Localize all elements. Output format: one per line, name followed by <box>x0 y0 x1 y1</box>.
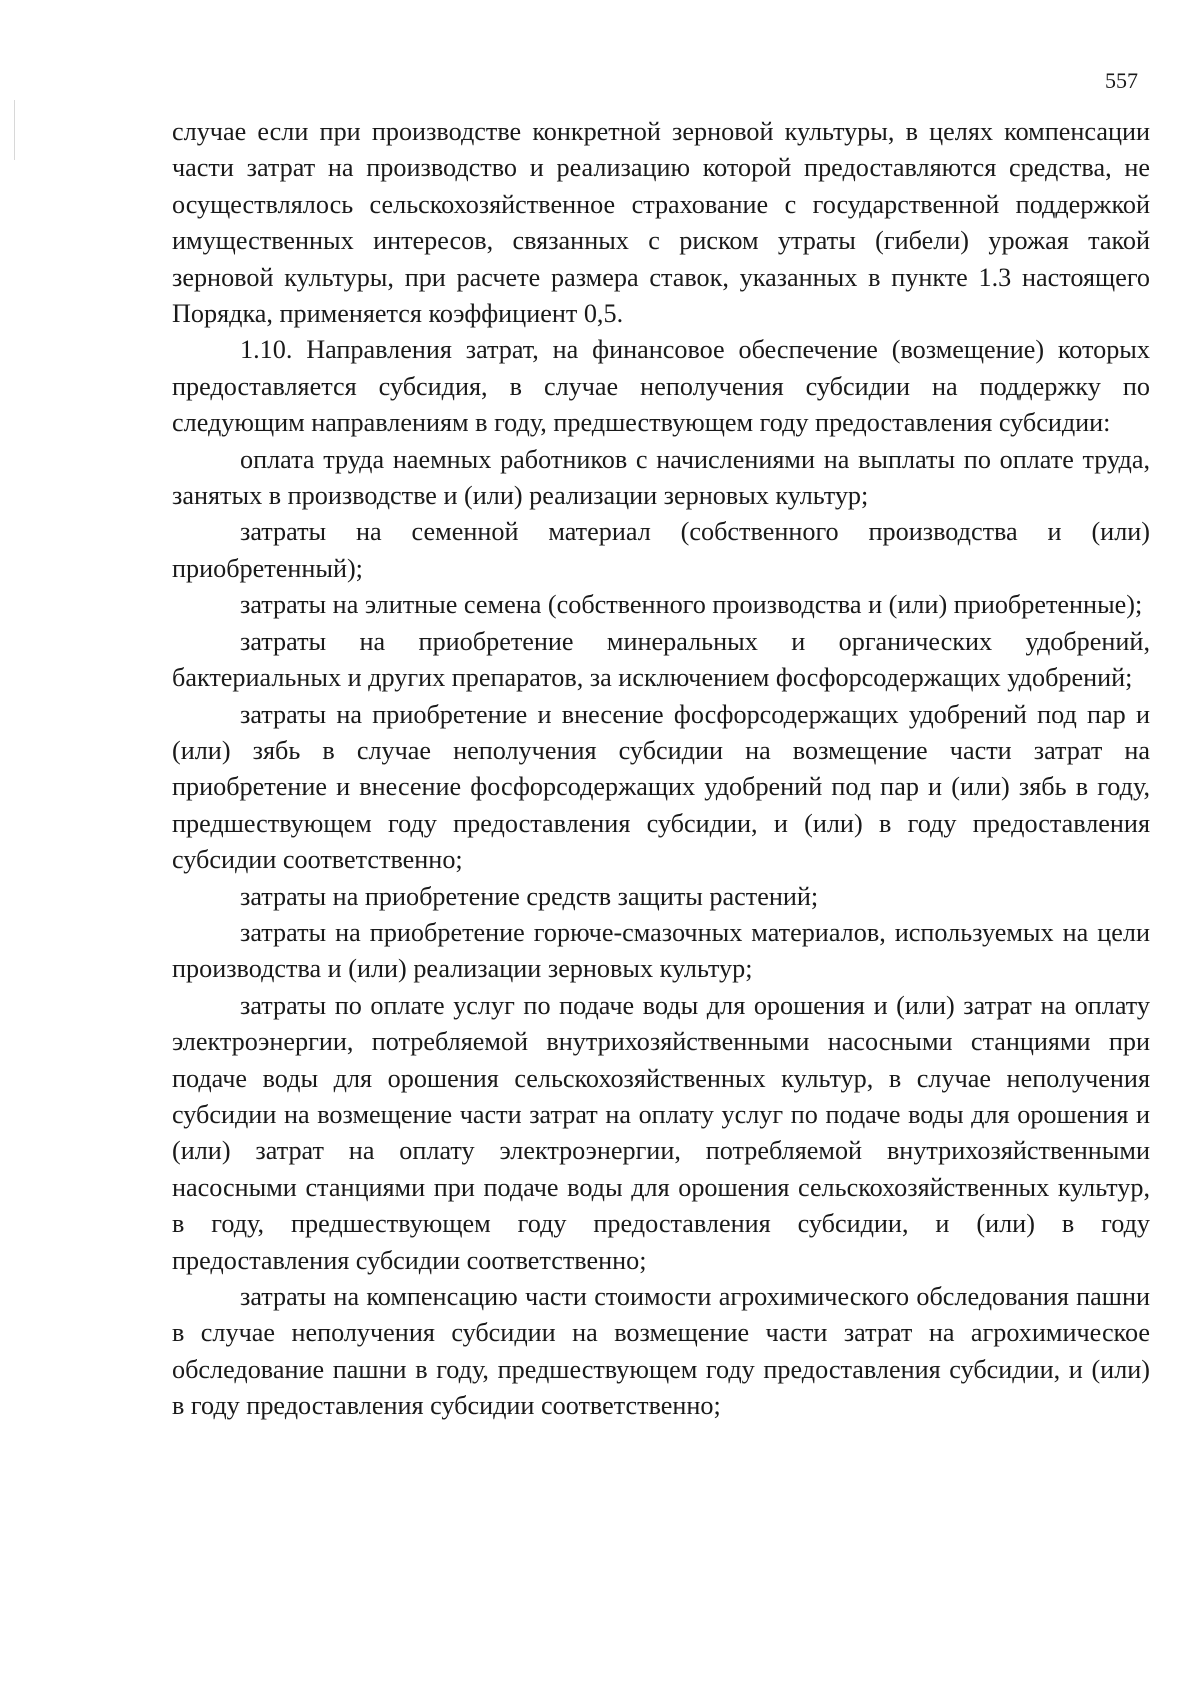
paragraph-section-1-10: 1.10. Направления затрат, на финансовое обеспечение (возмещение) которых предоставляется субсидия, в случае неполучения субсидии на поддержку по следующим направлениям в году, предшествующем году предоставления субсидии: <box>172 335 1150 438</box>
list-item-agrochemical-survey: затраты на компенсацию части стоимости агрохимического обследования пашни в случае неполучения субсидии на возмещение части затрат на агрохимическое обследование пашни в году, предшествующем году предоставления субсидии, и (или) в году предоставления субсидии соответственно; <box>172 1282 1150 1421</box>
page-number: 557 <box>1105 68 1138 93</box>
list-item-plant-protection: затраты на приобретение средств защиты растений; <box>240 881 819 911</box>
paragraph-continuation: случае если при производстве конкретной зерновой культуры, в целях компенсации части затрат на производство и реализацию которой предоставляются средства, не осуществлялось сельскохозяйственное страхование с государственной поддержкой имущественных интересов, связанных с риском утраты (гибели) урожая такой зерновой культуры, при расчете размера ставок, указанных в пункте 1.3 настоящего Порядка, применяется коэффициент 0,5. <box>172 117 1150 329</box>
list-item-fertilizers: затраты на приобретение минеральных и органических удобрений, бактериальных и других препаратов, за исключением фосфорсодержащих удобрений; <box>172 626 1150 693</box>
list-item-fuel-lubricants: затраты на приобретение горюче-смазочных материалов, используемых на цели производства и (или) реализации зерновых культур; <box>172 917 1150 984</box>
scan-edge-mark <box>14 100 15 160</box>
list-item-labor-costs: оплата труда наемных работников с начислениями на выплаты по оплате труда, занятых в производстве и (или) реализации зерновых культур; <box>172 444 1150 511</box>
list-item-elite-seeds: затраты на элитные семена (собственного производства и (или) приобретенные); <box>240 590 1143 620</box>
body-text <box>172 114 1150 1425</box>
list-item-phosphorus-fertilizers: затраты на приобретение и внесение фосфорсодержащих удобрений под пар и (или) зябь в случае неполучения субсидии на возмещение части затрат на приобретение и внесение фосфорсодержащих удобрений под пар и (или) зябь в году, предшествующем году предоставления субсидии, и (или) в году предоставления субсидии соответственно; <box>172 699 1150 875</box>
list-item-seed-material: затраты на семенной материал (собственного производства и (или) приобретенный); <box>172 517 1150 583</box>
list-item-irrigation: затраты по оплате услуг по подаче воды для орошения и (или) затрат на оплату электроэнергии, потребляемой внутрихозяйственными насосными станциями при подаче воды для орошения сельскохозяйственных культур, в случае неполучения субсидии на возмещение части затрат на оплату услуг по подаче воды для орошения и (или) затрат на оплату электроэнергии, потребляемой внутрихозяйственными насосными станциями при подаче воды для орошения сельскохозяйственных культур, в году, предшествующем году предоставления субсидии, и (или) в году предоставления субсидии соответственно; <box>172 990 1150 1275</box>
